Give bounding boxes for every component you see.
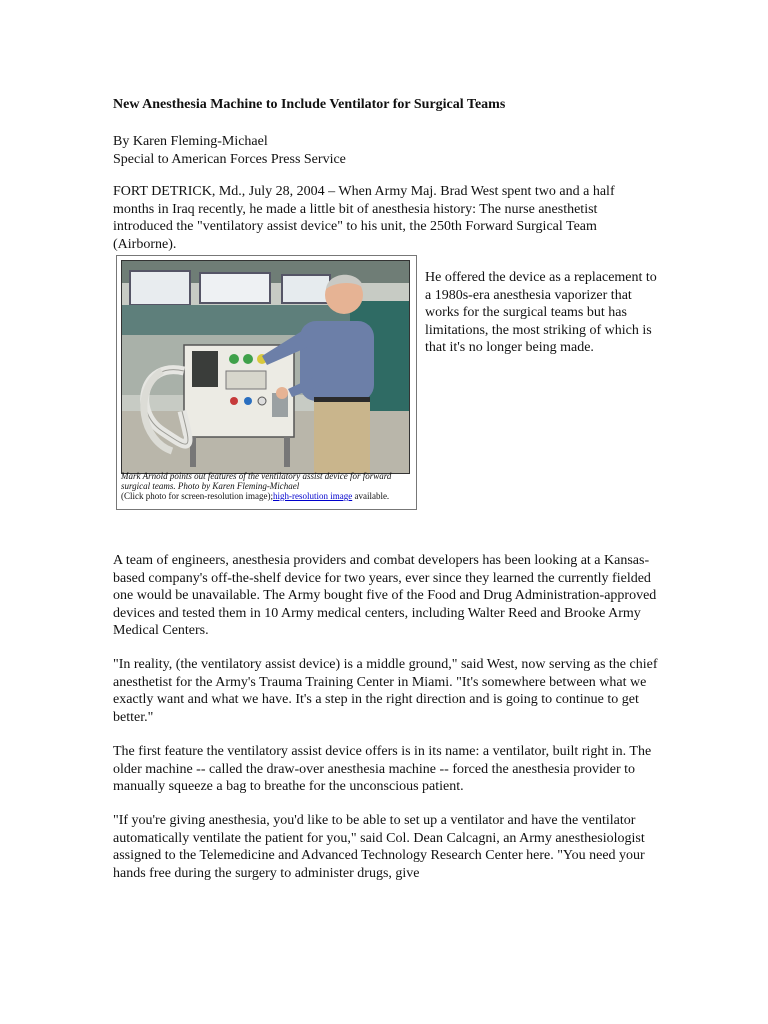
- high-resolution-image-link[interactable]: high-resolution image: [272, 491, 353, 501]
- author-line: By Karen Fleming-Michael: [113, 134, 268, 149]
- byline: [113, 133, 346, 169]
- body-paragraph-2: "In reality, (the ventilatory assist device) is a middle ground," said West, now serving as the chief anesthetist for the Army's Trauma Training Center in Miami. "It's somewhere between what we exactly want and what we have. It's a step in the right direction and is going to continue to get better.": [113, 657, 658, 725]
- caption-text: Mark Arnold points out features of the ventilatory assist device for forward surgical teams. Photo by Karen Fleming-Michael: [121, 471, 392, 491]
- affiliation-line: Special to American Forces Press Service: [113, 152, 346, 167]
- side-paragraph: He offered the device as a replacement to a 1980s-era anesthesia vaporizer that works for the surgical teams but has limitations, the most striking of which is that it's no longer being made.: [425, 270, 657, 355]
- intro-paragraph: FORT DETRICK, Md., July 28, 2004 – When Army Maj. Brad West spent two and a half months in Iraq recently, he made a little bit of anesthesia history: The nurse anesthetist introduced the "ventilatory assist device" to his unit, the 250th Forward Surgical Team (Airborne).: [113, 184, 615, 252]
- caption-suffix: available.: [352, 491, 390, 501]
- body-paragraph-1: A team of engineers, anesthesia providers and combat developers has been looking at a Kansas-based company's off-the-shelf device for two years, ever since they learned the currently fielded one would be unavailable. The Army bought five of the Food and Drug Administration-approved devices and tested them in 10 Army medical centers, including Walter Reed and Brooke Army Medical Centers.: [113, 553, 657, 638]
- body-paragraph-4: "If you're giving anesthesia, you'd like to be able to set up a ventilator and have the ventilator automatically ventilate the patient for you," said Col. Dean Calcagni, an Army anesthesiologist assigned to the Telemedicine and Advanced Technology Research Center here. "You need your hands free during the surgery to administer drugs, give: [113, 813, 645, 881]
- article-title: New Anesthesia Machine to Include Ventilator for Surgical Teams: [113, 97, 506, 112]
- photo-ventilatory-assist-device[interactable]: [121, 260, 410, 474]
- photo-caption: [121, 471, 413, 501]
- body-paragraph-3: The first feature the ventilatory assist device offers is in its name: a ventilator, built right in. The older machine -- called the draw-over anesthesia machine -- forced the anesthesia provider to manually squeeze a bag to breathe for the unconscious patient.: [113, 744, 652, 794]
- photo-figure: [116, 255, 417, 510]
- caption-prefix: (Click photo for screen-resolution image);: [121, 491, 273, 501]
